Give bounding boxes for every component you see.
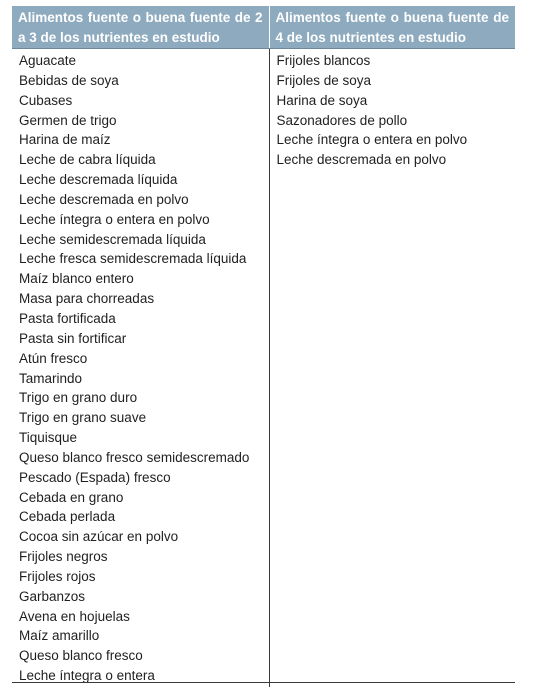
food-list-4-nutrients bbox=[269, 49, 515, 687]
food-item: Avena en hojuelas bbox=[19, 608, 130, 624]
food-item: Cebada perlada bbox=[19, 509, 116, 525]
food-item: Leche íntegra o entera en polvo bbox=[276, 132, 468, 148]
food-item: Leche fresca semidescremada líquida bbox=[19, 251, 247, 267]
food-item: Trigo en grano duro bbox=[19, 390, 138, 406]
food-item: Masa para chorreadas bbox=[19, 291, 155, 307]
food-item: Cubases bbox=[19, 92, 73, 108]
header-cell-2-3-nutrients: Alimentos fuente o buena fuente de 2 a 3 de los nutrientes en estudio bbox=[12, 6, 269, 49]
food-item: Leche descremada líquida bbox=[19, 172, 178, 188]
food-item: Harina de soya bbox=[276, 92, 368, 108]
header-cell-4-nutrients: Alimentos fuente o buena fuente de 4 de los nutrientes en estudio bbox=[269, 6, 515, 49]
food-item: Queso blanco fresco bbox=[19, 648, 143, 664]
table-header-row bbox=[12, 6, 515, 49]
food-item: Maíz amarillo bbox=[19, 628, 100, 644]
table-body-row bbox=[12, 49, 515, 687]
food-item: Bebidas de soya bbox=[19, 72, 119, 88]
food-item: Leche de cabra líquida bbox=[19, 152, 156, 168]
nutrient-sources-table-container bbox=[12, 6, 515, 687]
food-item: Cocoa sin azúcar en polvo bbox=[19, 529, 179, 545]
food-list-2-3-nutrients bbox=[12, 49, 269, 687]
food-item: Frijoles blancos bbox=[276, 53, 371, 68]
food-item: Germen de trigo bbox=[19, 112, 117, 128]
food-item: Trigo en grano suave bbox=[19, 410, 147, 426]
food-item: Sazonadores de pollo bbox=[276, 112, 408, 128]
food-item: Cebada en grano bbox=[19, 489, 124, 505]
food-item: Frijoles negros bbox=[19, 549, 108, 565]
food-item: Atún fresco bbox=[19, 350, 88, 366]
food-item: Pasta sin fortificar bbox=[19, 330, 127, 346]
nutrient-sources-table bbox=[12, 6, 515, 687]
food-item: Queso blanco fresco semidescremado bbox=[19, 449, 250, 465]
food-item: Pescado (Espada) fresco bbox=[19, 469, 171, 485]
food-item: Tamarindo bbox=[19, 370, 83, 386]
table-bottom-border bbox=[12, 682, 515, 683]
food-item: Tiquisque bbox=[19, 430, 78, 446]
food-item: Leche íntegra o entera en polvo bbox=[19, 211, 210, 227]
food-item: Leche íntegra o entera bbox=[19, 668, 155, 684]
food-item: Aguacate bbox=[19, 53, 77, 68]
food-item: Frijoles rojos bbox=[19, 568, 96, 584]
food-item: Maíz blanco entero bbox=[19, 271, 134, 287]
food-item: Leche descremada en polvo bbox=[19, 191, 189, 207]
food-item: Frijoles de soya bbox=[276, 72, 372, 88]
food-item: Garbanzos bbox=[19, 588, 86, 604]
food-item: Leche semidescremada líquida bbox=[19, 231, 206, 247]
food-item: Leche descremada en polvo bbox=[276, 152, 447, 168]
food-item: Pasta fortificada bbox=[19, 310, 116, 326]
food-item: Harina de maíz bbox=[19, 132, 111, 148]
